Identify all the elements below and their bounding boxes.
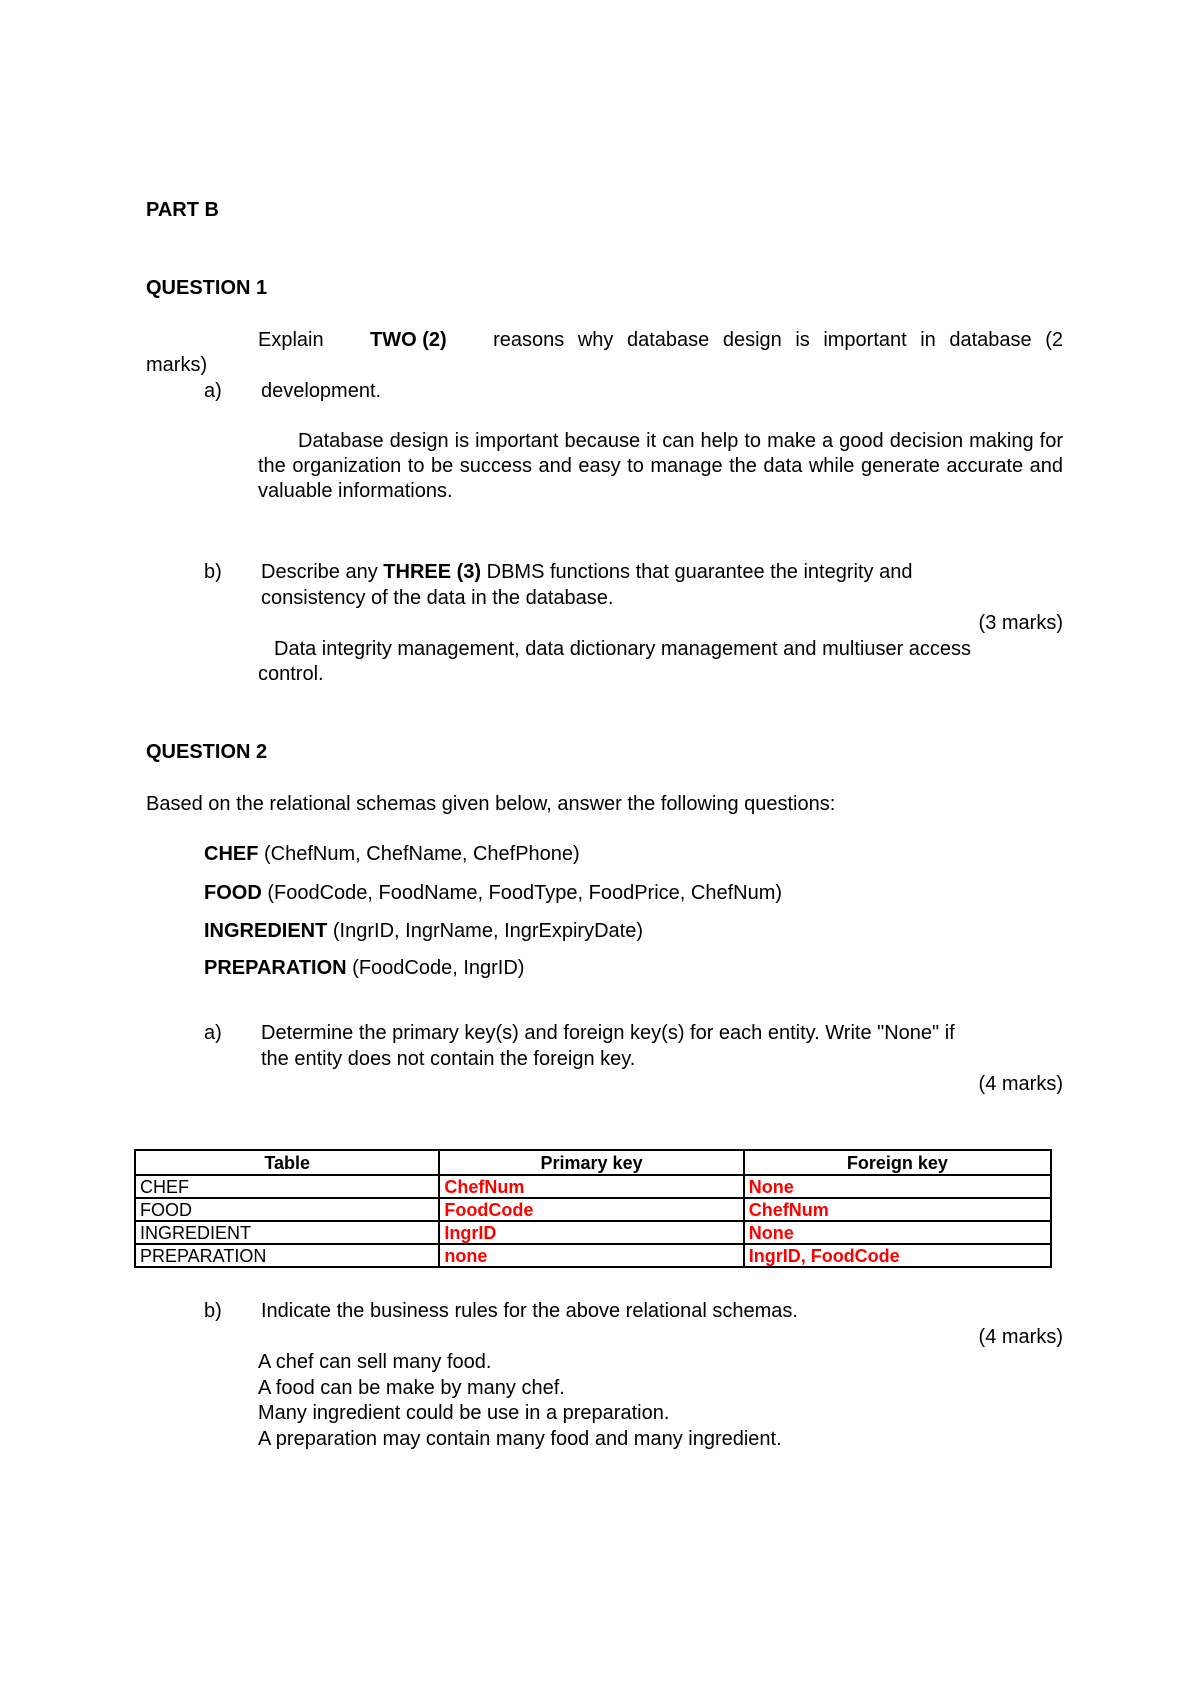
q1b-label: b) xyxy=(204,561,222,583)
schema-attributes: (FoodCode, FoodName, FoodType, FoodPrice, ChefNum) xyxy=(261,882,783,904)
q1b-prompt-bold: THREE (3) xyxy=(383,561,482,583)
schema-ingredient xyxy=(204,918,643,944)
q1b-prompt-line1 xyxy=(261,559,912,585)
schema-name: INGREDIENT xyxy=(204,920,328,942)
q2b-prompt: Indicate the business rules for the above relational schemas. xyxy=(261,1300,798,1322)
business-rule: A chef can sell many food. xyxy=(258,1351,492,1373)
q2a-prompt-line1: Determine the primary key(s) and foreign key(s) for each entity. Write "None" if xyxy=(261,1022,955,1044)
q1a-marks-wrap: marks) xyxy=(146,354,208,376)
foreign-key-cell: IngrID, FoodCode xyxy=(744,1244,1051,1267)
q1a-answer: Database design is important because it can help to make a good decision making for the organization to be success and easy to manage the data while generate accurate and valuable informations. xyxy=(258,430,1063,502)
schema-attributes: (IngrID, IngrName, IngrExpiryDate) xyxy=(327,920,643,942)
q1b-marks: (3 marks) xyxy=(978,612,1063,634)
table-row xyxy=(135,1244,1051,1267)
q1a-prompt-rest: reasons why database design is important in database (2 xyxy=(493,329,1063,351)
primary-key-cell: FoodCode xyxy=(439,1198,743,1221)
business-rule: Many ingredient could be use in a preparation. xyxy=(258,1402,670,1424)
schema-food xyxy=(204,880,782,906)
q1a-label: a) xyxy=(204,380,222,402)
q2b-label: b) xyxy=(204,1300,222,1322)
column-header-table: Table xyxy=(135,1150,439,1175)
q1a-word-two: TWO (2) xyxy=(370,329,447,351)
table-row xyxy=(135,1175,1051,1198)
q2a-label: a) xyxy=(204,1022,222,1044)
q1b-prompt-post: DBMS functions that guarantee the integrity and xyxy=(481,561,913,583)
foreign-key-cell: None xyxy=(744,1175,1051,1198)
table-row xyxy=(135,1221,1051,1244)
table-name-cell: INGREDIENT xyxy=(135,1221,439,1244)
foreign-key-cell: None xyxy=(744,1221,1051,1244)
column-header-primary-key: Primary key xyxy=(439,1150,743,1175)
table-header-row xyxy=(135,1150,1051,1175)
business-rule: A food can be make by many chef. xyxy=(258,1377,565,1399)
question-1-title: QUESTION 1 xyxy=(146,277,268,299)
schema-chef xyxy=(204,841,580,867)
table-name-cell: CHEF xyxy=(135,1175,439,1198)
schema-name: CHEF xyxy=(204,843,259,865)
question-2-title: QUESTION 2 xyxy=(146,741,268,763)
schema-preparation xyxy=(204,955,524,981)
q2a-marks: (4 marks) xyxy=(978,1073,1063,1095)
schema-name: FOOD xyxy=(204,882,262,904)
q1b-prompt-pre: Describe any xyxy=(261,561,384,583)
keys-table xyxy=(134,1149,1052,1268)
schema-attributes: (ChefNum, ChefName, ChefPhone) xyxy=(258,843,580,865)
q1a-prompt-line2: development. xyxy=(261,380,382,402)
table-name-cell: FOOD xyxy=(135,1198,439,1221)
primary-key-cell: ChefNum xyxy=(439,1175,743,1198)
schema-attributes: (FoodCode, IngrID) xyxy=(346,957,525,979)
q2b-marks: (4 marks) xyxy=(978,1326,1063,1348)
q1b-prompt-line2: consistency of the data in the database. xyxy=(261,587,614,609)
q1b-answer-line1: Data integrity management, data dictionary management and multiuser access xyxy=(274,638,972,660)
primary-key-cell: IngrID xyxy=(439,1221,743,1244)
table-row xyxy=(135,1198,1051,1221)
table-name-cell: PREPARATION xyxy=(135,1244,439,1267)
part-title: PART B xyxy=(146,199,219,221)
q1a-prompt-line1 xyxy=(258,327,1063,353)
column-header-foreign-key: Foreign key xyxy=(744,1150,1051,1175)
q1b-answer-line2: control. xyxy=(258,663,324,685)
primary-key-cell: none xyxy=(439,1244,743,1267)
q2-intro: Based on the relational schemas given below, answer the following questions: xyxy=(146,793,836,815)
q2a-prompt-line2: the entity does not contain the foreign key. xyxy=(261,1048,636,1070)
foreign-key-cell: ChefNum xyxy=(744,1198,1051,1221)
business-rule: A preparation may contain many food and many ingredient. xyxy=(258,1428,782,1450)
q1a-word-explain: Explain xyxy=(258,329,324,351)
schema-name: PREPARATION xyxy=(204,957,347,979)
